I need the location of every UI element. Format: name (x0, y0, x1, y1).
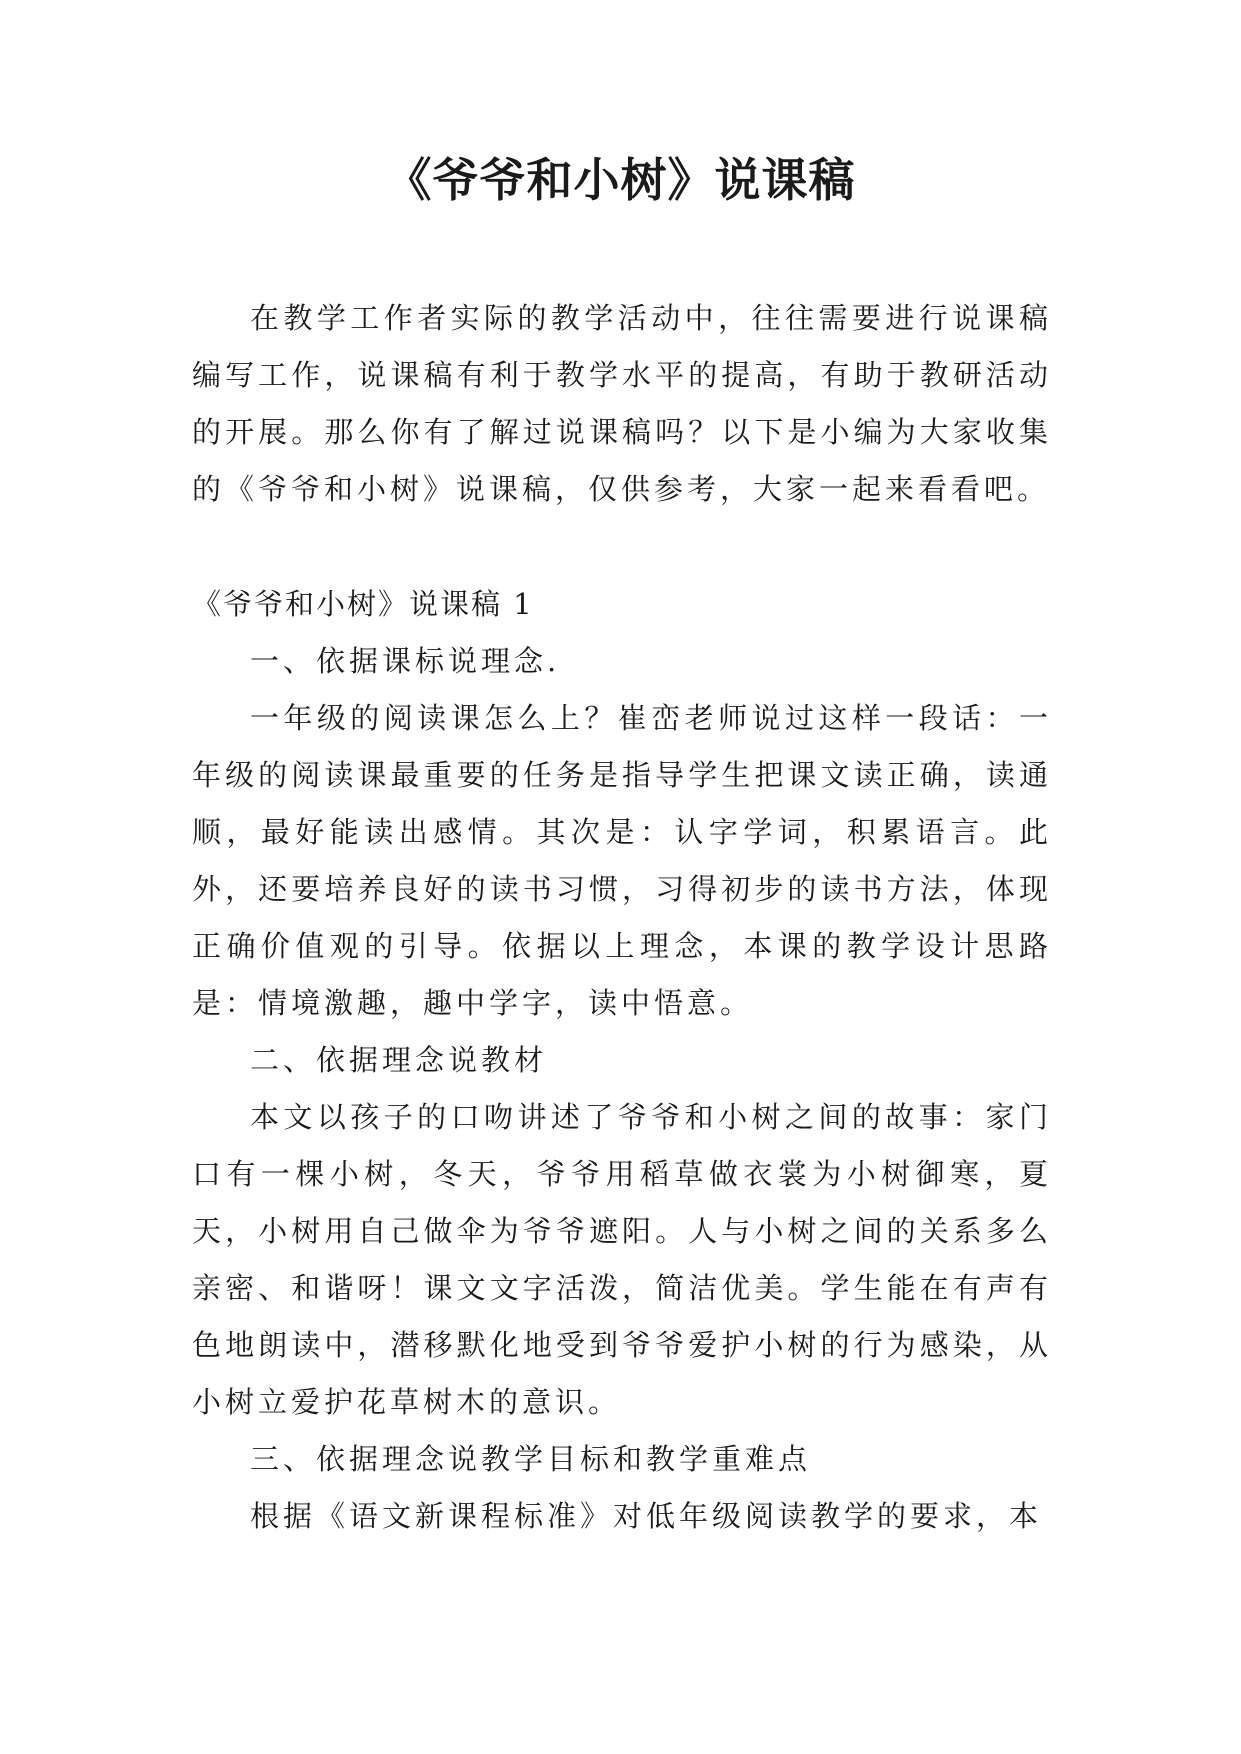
paragraph-3: 根据《语文新课程标准》对低年级阅读教学的要求，本 (250, 1499, 1043, 1533)
document-title: 《爷爷和小树》说课稿 (385, 153, 856, 207)
intro-paragraph: 在教学工作者实际的教学活动中，往往需要进行说课稿编写工作，说课稿有利于教学水平的提高，有助于教研活动的开展。那么你有了解过说课稿吗？以下是小编为大家收集的《爷爷和小树》说课稿，仅供参考，大家一起来看看吧。 (192, 301, 1052, 506)
intro-block (192, 290, 1052, 518)
content-block (192, 576, 1052, 1545)
section-heading-1: 《爷爷和小树》说课稿 1 (192, 587, 534, 621)
paragraph-1: 一年级的阅读课怎么上？崔峦老师说过这样一段话：一年级的阅读课最重要的任务是指导学生把课文读正确，读通顺，最好能读出感情。其次是：认字学词，积累语言。此外，还要培养良好的读书习惯，习得初步的读书方法，体现正确价值观的引导。依据以上理念，本课的教学设计思路是：情境激趣，趣中学字，读中悟意。 (192, 701, 1052, 1020)
subheading-2: 二、依据理念说教材 (250, 1043, 548, 1077)
paragraph-2: 本文以孩子的口吻讲述了爷爷和小树之间的故事：家门口有一棵小树，冬天，爷爷用稻草做衣裳为小树御寒，夏天，小树用自己做伞为爷爷遮阳。人与小树之间的关系多么亲密、和谐呀！课文文字活泼，简洁优美。学生能在有声有色地朗读中，潜移默化地受到爷爷爱护小树的行为感染，从小树立爱护花草树木的意识。 (192, 1100, 1052, 1419)
subheading-3: 三、依据理念说教学目标和教学重难点 (250, 1442, 812, 1476)
subheading-1: 一、依据课标说理念. (250, 644, 561, 678)
